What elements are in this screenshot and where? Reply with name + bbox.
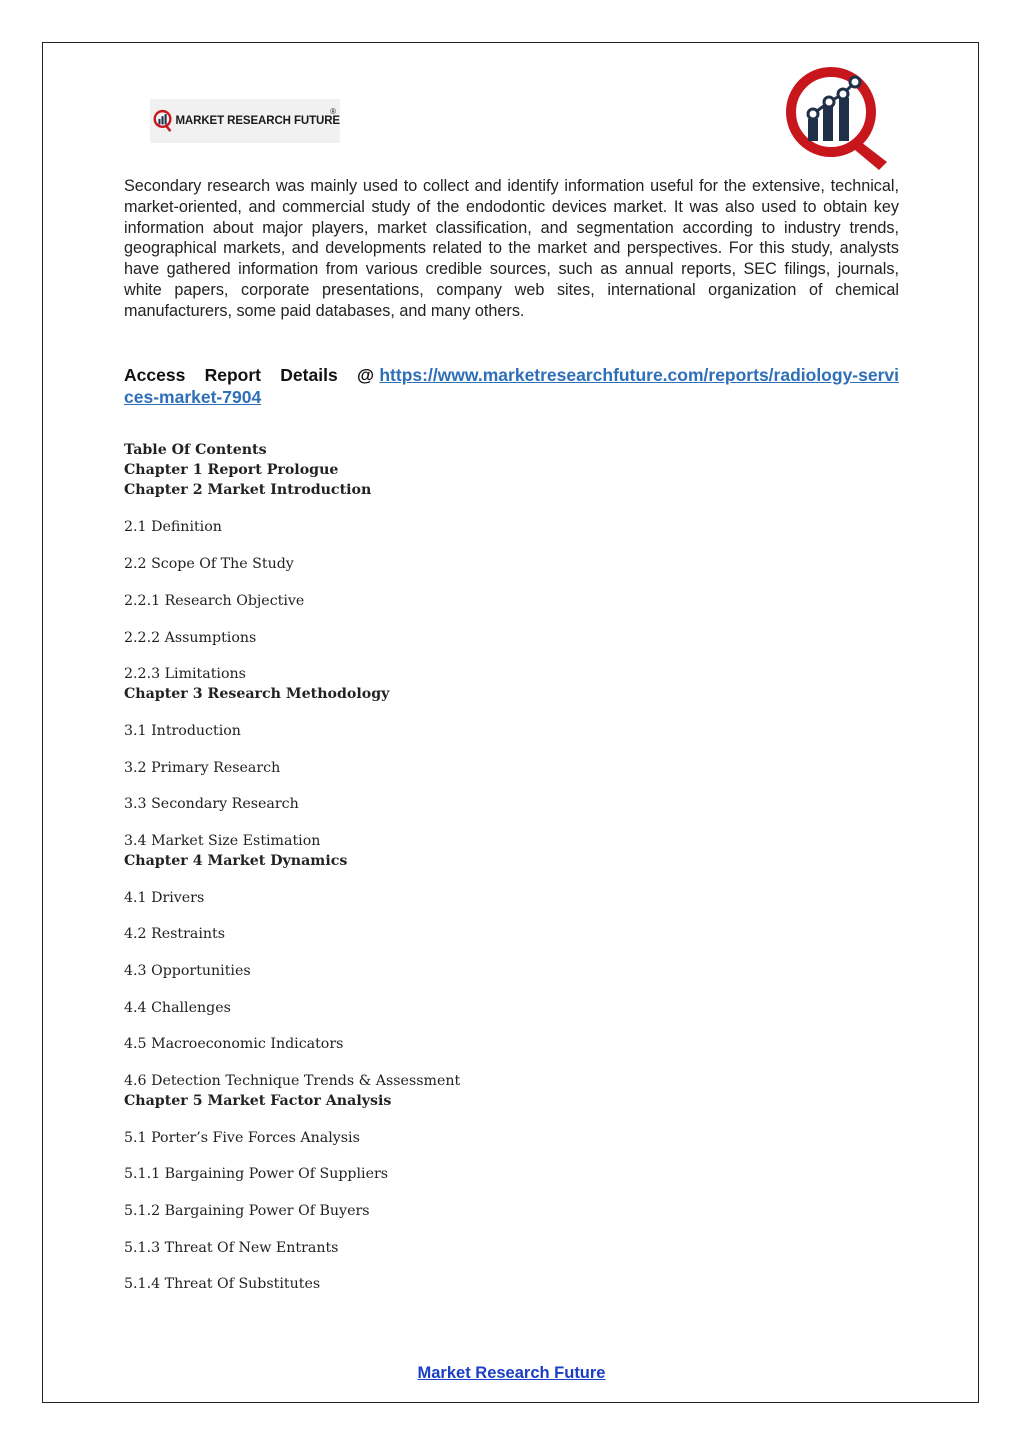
toc-item: 2.2.2 Assumptions xyxy=(124,630,257,646)
toc-item: 4.6 Detection Technique Trends & Assessment xyxy=(124,1073,461,1089)
toc-item: 2.2.1 Research Objective xyxy=(124,593,305,609)
toc-heading: Chapter 5 Market Factor Analysis xyxy=(124,1093,392,1109)
toc-item: 4.3 Opportunities xyxy=(124,963,251,979)
toc-heading: Chapter 3 Research Methodology xyxy=(124,686,390,702)
brand-logo-text: MARKET RESEARCH FUTURE xyxy=(175,115,340,127)
toc-heading: Chapter 4 Market Dynamics xyxy=(124,853,348,869)
toc-item: 3.3 Secondary Research xyxy=(124,796,299,812)
access-report-line xyxy=(124,364,899,408)
toc-heading: Chapter 2 Market Introduction xyxy=(124,482,372,498)
toc-item: 5.1.1 Bargaining Power Of Suppliers xyxy=(124,1166,389,1182)
magnifier-chart-logo-icon xyxy=(783,64,893,170)
access-report-label: Access Report Details @ xyxy=(124,365,375,385)
toc-item: 5.1.4 Threat Of Substitutes xyxy=(124,1276,321,1292)
toc-item: 2.1 Definition xyxy=(124,519,222,535)
intro-paragraph: Secondary research was mainly used to collect and identify information useful for the extensive, technical, market-oriented, and commercial study of the endodontic devices market. It was also used to obtain key information about major players, market classification, and segmentation according to industry trends, geographical markets, and developments related to the market and perspectives. For this study, analysts have gathered information from various credible sources, such as annual reports, SEC filings, journals, white papers, corporate presentations, company web sites, international organization of chemical manufacturers, some paid databases, and many others. xyxy=(124,177,899,320)
toc-item: 3.1 Introduction xyxy=(124,723,241,739)
toc-item: 3.2 Primary Research xyxy=(124,760,281,776)
toc-item: 4.4 Challenges xyxy=(124,1000,231,1016)
toc-item: 4.1 Drivers xyxy=(124,890,205,906)
footer-brand-link[interactable]: Market Research Future xyxy=(417,1364,606,1382)
toc-item: 5.1.2 Bargaining Power Of Buyers xyxy=(124,1203,370,1219)
toc-item: 4.2 Restraints xyxy=(124,926,226,942)
toc-heading: Table Of Contents xyxy=(124,442,267,458)
brand-logo[interactable] xyxy=(150,99,340,143)
toc-item: 2.2 Scope Of The Study xyxy=(124,556,294,572)
toc-heading: Chapter 1 Report Prologue xyxy=(124,462,339,478)
toc-item: 2.2.3 Limitations xyxy=(124,666,246,682)
toc-item: 5.1 Porter’s Five Forces Analysis xyxy=(124,1130,360,1146)
toc-item: 4.5 Macroeconomic Indicators xyxy=(124,1036,344,1052)
toc-item: 5.1.3 Threat Of New Entrants xyxy=(124,1240,339,1256)
report-url-link[interactable]: https://www.marketresearchfuture.com/reports/radiology-services-market-7904 xyxy=(124,365,899,407)
toc-item: 3.4 Market Size Estimation xyxy=(124,833,321,849)
registered-mark: ® xyxy=(330,107,336,116)
magnifier-chart-icon xyxy=(153,103,173,139)
